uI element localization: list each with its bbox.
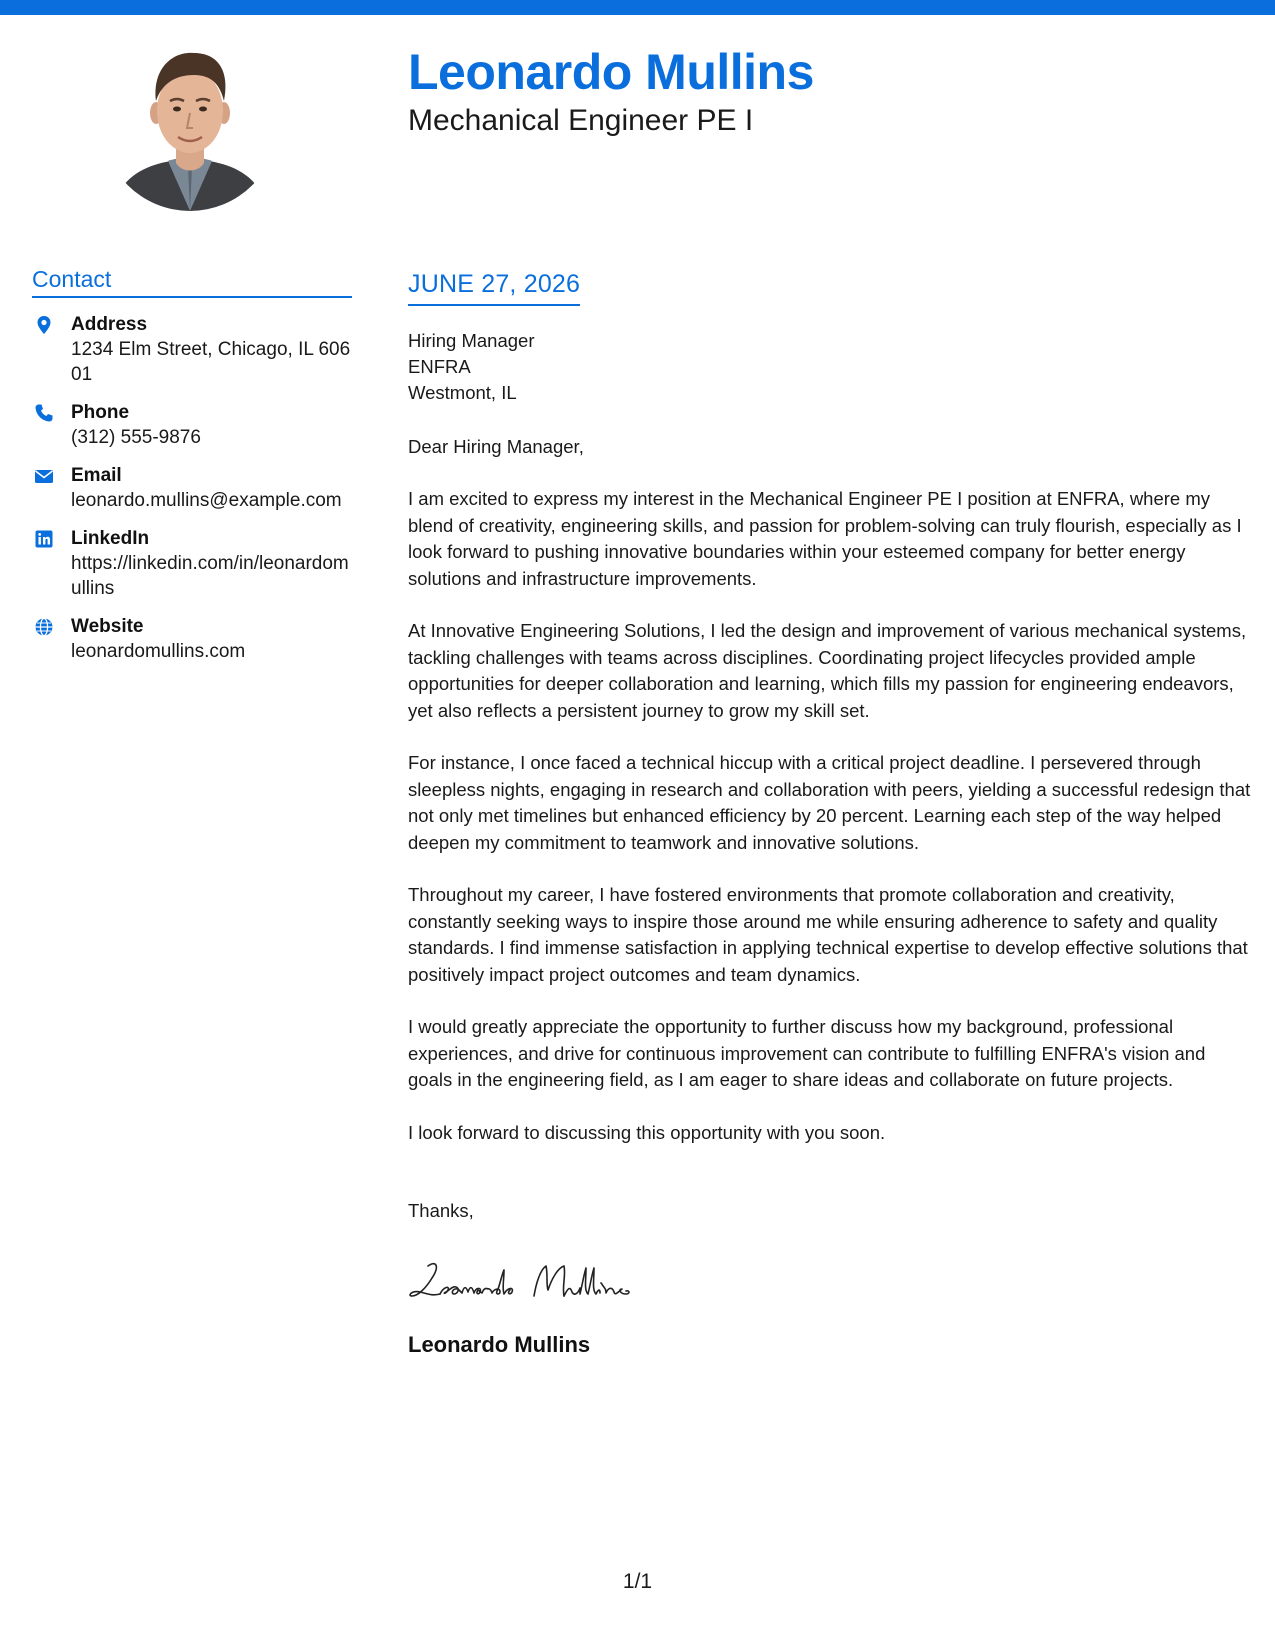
recipient-location: Westmont, IL xyxy=(408,382,517,403)
recipient-company: ENFRA xyxy=(408,356,471,377)
contact-item-email xyxy=(32,463,352,513)
paragraph: I look forward to discussing this opportunity with you soon. xyxy=(408,1121,886,1143)
job-title: Mechanical Engineer PE I xyxy=(408,104,754,137)
address-label: Address xyxy=(71,314,148,335)
phone-icon xyxy=(34,403,54,423)
globe-icon xyxy=(34,617,54,637)
contact-item-website xyxy=(32,614,352,664)
linkedin-value[interactable]: https://linkedin.com/in/leonardomullins xyxy=(71,553,349,599)
profile-photo xyxy=(102,35,278,211)
contact-sidebar xyxy=(32,264,352,677)
letter-body xyxy=(408,268,1253,1360)
contact-item-linkedin xyxy=(32,526,352,601)
website-label: Website xyxy=(71,616,144,637)
email-icon xyxy=(34,466,54,486)
contact-item-address xyxy=(32,312,352,387)
paragraph: For instance, I once faced a technical hiccup with a critical project deadline. I persevered through sleepless nights, engaging in research and collaboration with peers, yielding a successful redesign that not only met timelines but enhanced efficiency by 20 percent. Learning each step of the way helped deepen my commitment to teamwork and innovative solutions. xyxy=(408,752,1251,853)
paragraph: I would greatly appreciate the opportunity to further discuss how my background, professional experiences, and drive for continuous improvement can contribute to fulfilling ENFRA's vision and goals in the engineering field, as I am eager to share ideas and collaborate on future projects. xyxy=(408,1016,1206,1090)
location-pin-icon xyxy=(34,315,54,335)
phone-value: (312) 555-9876 xyxy=(71,427,201,448)
recipient-block xyxy=(408,328,1253,406)
handwritten-signature xyxy=(408,1256,1253,1306)
paragraph: At Innovative Engineering Solutions, I led the design and improvement of various mechanical systems, tackling challenges with teams across disciplines. Coordinating project lifecycles provided ample opportunities for deeper collaboration and learning, which fills my passion for engineering endeavors, yet also reflects a persistent journey to grow my skill set. xyxy=(408,620,1247,721)
website-value[interactable]: leonardomullins.com xyxy=(71,641,246,662)
contact-item-phone xyxy=(32,400,352,450)
salutation: Dear Hiring Manager, xyxy=(408,436,584,457)
linkedin-icon xyxy=(34,529,54,549)
top-accent-bar xyxy=(0,0,1275,15)
closing: Thanks, xyxy=(408,1200,474,1221)
email-label: Email xyxy=(71,465,122,486)
paragraph: Throughout my career, I have fostered environments that promote collaboration and creativity, constantly seeking ways to inspire those around me while ensuring adherence to safety and quality standards. I find immense satisfaction in applying technical expertise to develop effective solutions that positively impact project outcomes and team dynamics. xyxy=(408,884,1248,985)
linkedin-label: LinkedIn xyxy=(71,528,150,549)
signature-image xyxy=(408,1256,678,1306)
letter-date: JUNE 27, 2026 xyxy=(408,268,580,306)
recipient-line: Hiring Manager xyxy=(408,330,535,351)
email-value[interactable]: leonardo.mullins@example.com xyxy=(71,490,342,511)
applicant-name: Leonardo Mullins xyxy=(408,44,814,100)
page-number: 1/1 xyxy=(622,1570,653,1593)
paragraph: I am excited to express my interest in the Mechanical Engineer PE I position at ENFRA, where my blend of creativity, engineering skills, and passion for problem-solving can truly flourish, especially as I look forward to pushing innovative boundaries within your esteemed company for better energy solutions and infrastructure improvements. xyxy=(408,488,1242,589)
profile-photo-image xyxy=(102,35,278,211)
contact-heading: Contact xyxy=(32,264,352,298)
signed-name: Leonardo Mullins xyxy=(408,1332,591,1357)
address-value: 1234 Elm Street, Chicago, IL 60601 xyxy=(71,339,351,385)
phone-label: Phone xyxy=(71,402,130,423)
